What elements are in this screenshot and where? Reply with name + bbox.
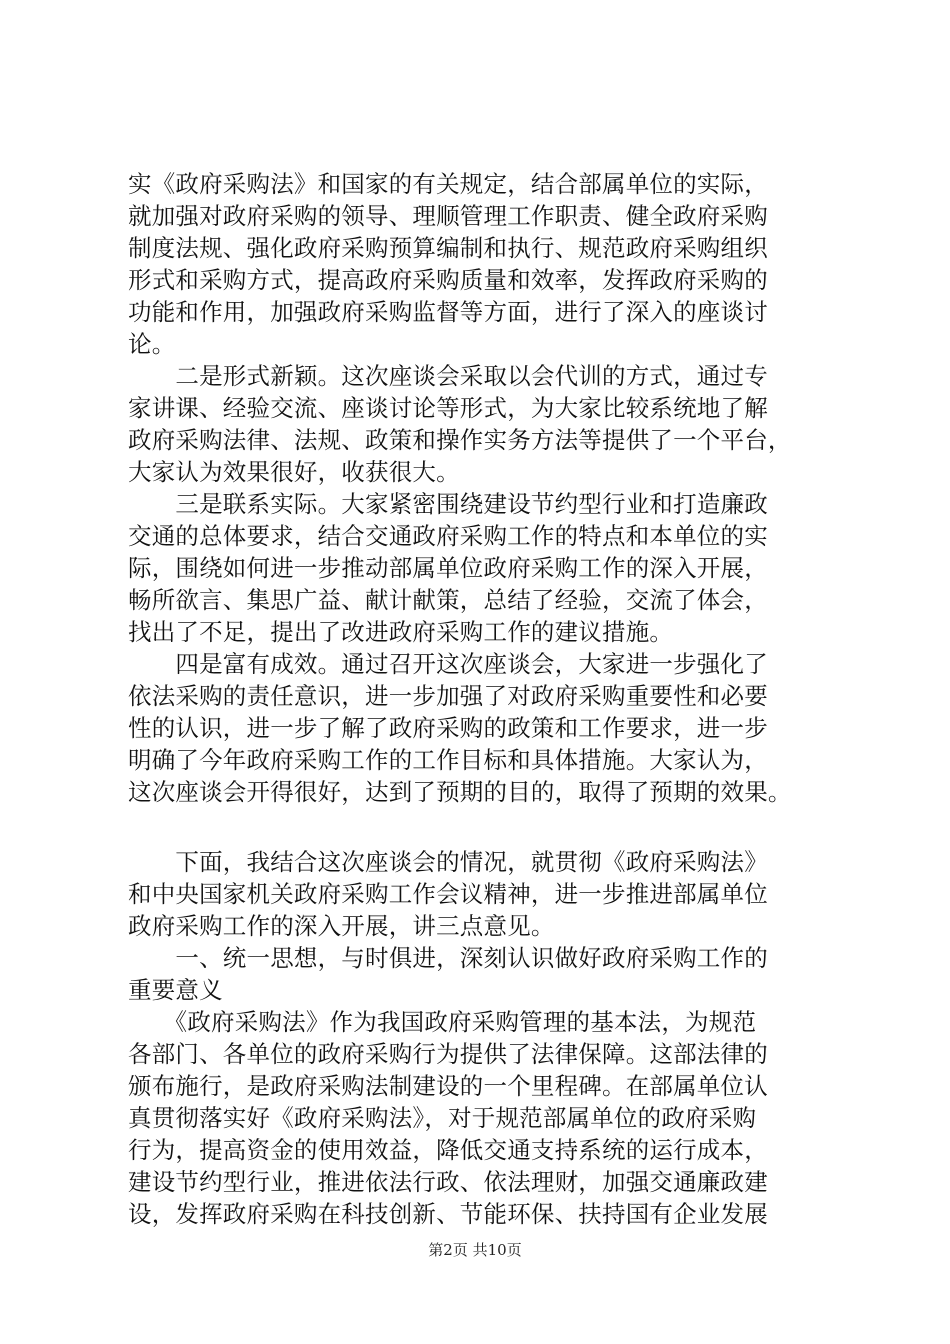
- text-line: 依法采购的责任意识，进一步加强了对政府采购重要性和必要: [128, 682, 768, 710]
- section-heading-line: 一、统一思想，与时俱进，深刻认识做好政府采购工作的: [128, 944, 768, 972]
- text-line: 找出了不足，提出了改进政府采购工作的建议措施。: [128, 618, 674, 646]
- text-line: 交通的总体要求，结合交通政府采购工作的特点和本单位的实: [128, 522, 768, 550]
- text-line: 行为，提高资金的使用效益，降低交通支持系统的运行成本，: [128, 1136, 768, 1164]
- text-line: 下面，我结合这次座谈会的情况，就贯彻《政府采购法》: [128, 848, 768, 876]
- text-line: 性的认识，进一步了解了政府采购的政策和工作要求，进一步: [128, 714, 768, 742]
- text-line: 二是形式新颖。这次座谈会采取以会代训的方式，通过专: [128, 362, 768, 390]
- document-body: [128, 168, 828, 1230]
- text-line: 真贯彻落实好《政府采购法》，对于规范部属单位的政府采购: [128, 1104, 757, 1132]
- paragraph-gap: [128, 808, 828, 846]
- text-line: 和中央国家机关政府采购工作会议精神，进一步推进部属单位: [128, 880, 768, 908]
- text-line: 政府采购法律、法规、政策和操作实务方法等提供了一个平台，: [128, 426, 792, 454]
- page-number-footer: 第2页 共10页: [428, 1241, 522, 1259]
- text-line: 《政府采购法》作为我国政府采购管理的基本法，为规范: [128, 1008, 757, 1036]
- section-heading-line: 重要意义: [128, 976, 223, 1004]
- text-line: 实《政府采购法》和国家的有关规定，结合部属单位的实际，: [128, 170, 768, 198]
- text-line: 就加强对政府采购的领导、理顺管理工作职责、健全政府采购: [128, 202, 768, 230]
- text-line: 论。: [128, 330, 176, 358]
- text-line: 设，发挥政府采购在科技创新、节能环保、扶持国有企业发展: [128, 1200, 768, 1228]
- text-line: 建设节约型行业，推进依法行政、依法理财，加强交通廉政建: [128, 1168, 768, 1196]
- text-line: 明确了今年政府采购工作的工作目标和具体措施。大家认为，: [128, 746, 768, 774]
- text-line: 畅所欲言、集思广益、献计献策，总结了经验，交流了体会，: [128, 586, 768, 614]
- text-line: 大家认为效果很好，收获很大。: [128, 458, 460, 486]
- text-line: 三是联系实际。大家紧密围绕建设节约型行业和打造廉政: [128, 490, 768, 518]
- text-line: 这次座谈会开得很好，达到了预期的目的，取得了预期的效果。: [128, 778, 792, 806]
- text-line: 形式和采购方式，提高政府采购质量和效率，发挥政府采购的: [128, 266, 768, 294]
- text-line: 各部门、各单位的政府采购行为提供了法律保障。这部法律的: [128, 1040, 768, 1068]
- text-line: 四是富有成效。通过召开这次座谈会，大家进一步强化了: [128, 650, 768, 678]
- text-line: 颁布施行，是政府采购法制建设的一个里程碑。在部属单位认: [128, 1072, 768, 1100]
- text-line: 际，围绕如何进一步推动部属单位政府采购工作的深入开展，: [128, 554, 768, 582]
- text-line: 政府采购工作的深入开展，讲三点意见。: [128, 912, 555, 940]
- text-line: 制度法规、强化政府采购预算编制和执行、规范政府采购组织: [128, 234, 768, 262]
- text-line: 功能和作用，加强政府采购监督等方面，进行了深入的座谈讨: [128, 298, 768, 326]
- text-line: 家讲课、经验交流、座谈讨论等形式，为大家比较系统地了解: [128, 394, 768, 422]
